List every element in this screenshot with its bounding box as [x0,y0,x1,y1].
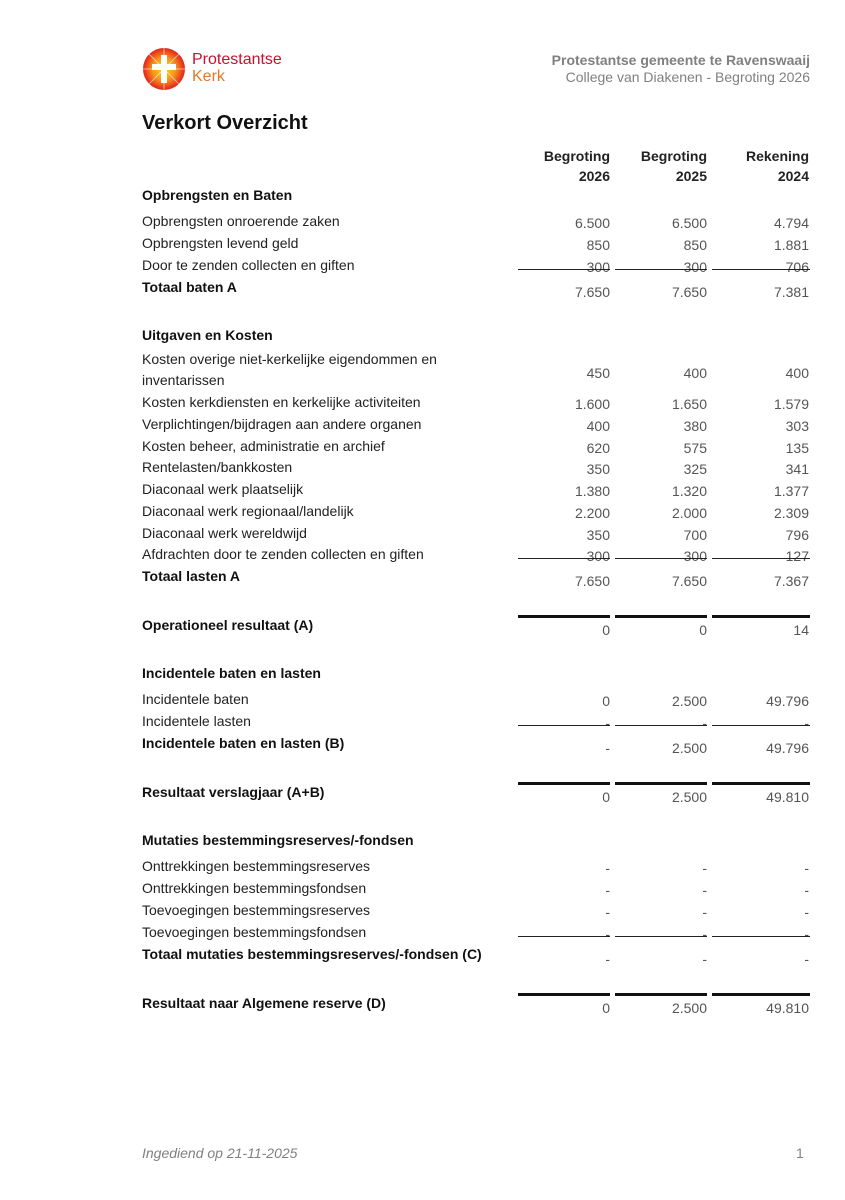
value-cell-col3: - [804,715,809,731]
column-header-year: 2024 [777,168,809,184]
row-label: Toevoegingen bestemmingsreserves [142,902,371,918]
logo-line1: Protestantse [192,51,282,68]
value-cell-col1: 0 [602,789,610,805]
value-cell-col3: 2.309 [773,505,809,521]
row-label: Totaal lasten A [142,568,241,584]
subtotal-rule [712,725,810,726]
result-rule [518,615,610,618]
protestantse-kerk-logo [142,47,302,95]
table-row [142,690,810,712]
section-heading [142,326,810,348]
value-cell-col1: - [605,882,610,898]
table-row [142,234,810,256]
column-header-year: 2025 [675,168,707,184]
value-cell-col1: 0 [602,622,610,638]
page-number: 1 [796,1145,804,1161]
subtotal-rule [518,269,610,270]
row-label: Opbrengsten levend geld [142,235,299,251]
table-row [142,545,810,567]
column-header-title: Rekening [745,148,809,164]
value-cell-col3: 7.381 [773,284,809,300]
row-label: Door te zenden collecten en giften [142,257,355,273]
table-row [142,901,810,923]
subtotal-rule [518,936,610,937]
value-cell-col1: 1.600 [574,396,610,412]
value-cell-col3: 127 [785,548,809,564]
column-header-1 [544,146,610,186]
value-cell-col1: 1.380 [574,483,610,499]
result-rule [712,782,810,785]
total-row [142,567,810,589]
row-label: Totaal baten A [142,279,237,295]
table-row [142,524,810,546]
value-cell-col2: 7.650 [671,573,707,589]
row-label: Afdrachten door te zenden collecten en giften [142,546,424,562]
value-cell-col3: - [804,951,809,967]
result-rule [615,782,707,785]
value-cell-col1: 350 [586,527,610,543]
value-cell-col2: 2.500 [671,789,707,805]
result-row [142,783,810,805]
value-cell-col2: 2.500 [671,693,707,709]
value-cell-col1: 400 [586,418,610,434]
value-cell-col3: 14 [793,622,809,638]
table-row [142,437,810,459]
value-cell-col2: - [702,715,707,731]
total-row [142,278,810,300]
value-cell-col1: 300 [586,548,610,564]
value-cell-col1: 450 [586,365,610,381]
row-label: Resultaat verslagjaar (A+B) [142,784,325,800]
column-header-2 [641,146,707,186]
table-row [142,923,810,945]
organization-name: Protestantse gemeente te Ravenswaaij [551,52,810,68]
value-cell-col3: - [804,860,809,876]
total-row [142,734,810,756]
section-heading [142,831,810,853]
table-row [142,857,810,879]
row-label: Diaconaal werk wereldwijd [142,525,307,541]
document-subtitle: College van Diakenen - Begroting 2026 [565,69,810,85]
subtotal-rule [518,558,610,559]
column-header-year: 2026 [578,168,610,184]
value-cell-col2: - [702,926,707,942]
value-cell-col2: 0 [699,622,707,638]
value-cell-col1: - [605,860,610,876]
value-cell-col2: - [702,860,707,876]
value-cell-col1: 6.500 [574,215,610,231]
value-cell-col3: 706 [785,259,809,275]
value-cell-col1: 2.200 [574,505,610,521]
value-cell-col2: 575 [683,440,707,456]
value-cell-col3: 1.881 [773,237,809,253]
value-cell-col1: 7.650 [574,284,610,300]
row-label: Toevoegingen bestemmingsfondsen [142,924,367,940]
value-cell-col3: 341 [785,461,809,477]
result-row [142,994,810,1016]
subtotal-rule [712,269,810,270]
value-cell-col1: 350 [586,461,610,477]
value-cell-col3: 49.796 [766,693,809,709]
value-cell-col1: 620 [586,440,610,456]
value-cell-col2: 1.320 [671,483,707,499]
subtotal-rule [712,936,810,937]
value-cell-col1: 850 [586,237,610,253]
value-cell-col2: 380 [683,418,707,434]
value-cell-col2: 2.500 [671,740,707,756]
value-cell-col1: - [605,951,610,967]
row-label: Rentelasten/bankkosten [142,459,293,475]
row-label: Kosten kerkdiensten en kerkelijke activiteiten [142,394,421,410]
row-label: Operationeel resultaat (A) [142,617,314,633]
subtotal-rule [615,269,707,270]
value-cell-col1: - [605,715,610,731]
result-row [142,616,810,638]
subtotal-rule [615,936,707,937]
row-label: Resultaat naar Algemene reserve (D) [142,995,386,1011]
section-heading [142,186,810,208]
value-cell-col1: 300 [586,259,610,275]
document-header [552,52,810,86]
row-label: Kosten beheer, administratie en archief [142,438,385,454]
value-cell-col2: - [702,904,707,920]
row-label: Totaal mutaties bestemmingsreserves/-fondsen (C) [142,946,482,962]
value-cell-col2: - [702,951,707,967]
row-label: Onttrekkingen bestemmingsreserves [142,858,370,874]
table-row [142,480,810,502]
table-row [142,712,810,734]
value-cell-col3: - [804,926,809,942]
row-label: Incidentele lasten [142,713,251,729]
value-cell-col2: 2.500 [671,1000,707,1016]
result-rule [712,615,810,618]
result-rule [518,993,610,996]
value-cell-col1: - [605,926,610,942]
page-title: Verkort Overzicht [142,112,308,134]
value-cell-col2: 1.650 [671,396,707,412]
value-cell-col3: 303 [785,418,809,434]
subtotal-rule [518,725,610,726]
column-header-3 [746,146,809,186]
subtotal-rule [615,725,707,726]
value-cell-col1: 0 [602,1000,610,1016]
value-cell-col2: - [702,882,707,898]
row-label: Opbrengsten en Baten [142,187,293,203]
row-label: Onttrekkingen bestemmingsfondsen [142,880,367,896]
value-cell-col3: 7.367 [773,573,809,589]
row-label: Incidentele baten en lasten (B) [142,735,345,751]
value-cell-col3: 49.796 [766,740,809,756]
table-row [142,415,810,437]
row-label: Diaconaal werk plaatselijk [142,481,304,497]
value-cell-col2: 850 [683,237,707,253]
total-row [142,945,810,967]
row-label: Mutaties bestemmingsreserves/-fondsen [142,832,414,848]
value-cell-col2: 700 [683,527,707,543]
section-heading [142,664,810,686]
table-row [142,212,810,234]
value-cell-col2: 2.000 [671,505,707,521]
table-row [142,458,810,480]
row-label: Uitgaven en Kosten [142,327,273,343]
subtotal-rule [615,558,707,559]
row-label: Incidentele baten en lasten [142,665,321,681]
value-cell-col2: 300 [683,259,707,275]
value-cell-col2: 6.500 [671,215,707,231]
result-rule [518,782,610,785]
value-cell-col3: - [804,882,809,898]
value-cell-col2: 300 [683,548,707,564]
table-row [142,393,810,415]
row-label: Incidentele baten [142,691,249,707]
value-cell-col3: 49.810 [766,789,809,805]
cross-sun-icon [142,47,186,91]
result-rule [615,615,707,618]
row-label: Opbrengsten onroerende zaken [142,213,340,229]
value-cell-col1: 0 [602,693,610,709]
row-label: Diaconaal werk regionaal/landelijk [142,503,354,519]
table-row [142,879,810,901]
result-rule [712,993,810,996]
logo-line2: Kerk [192,68,225,85]
value-cell-col3: - [804,904,809,920]
value-cell-col3: 1.377 [773,483,809,499]
submitted-date: Ingediend op 21-11-2025 [142,1145,298,1161]
value-cell-col1: - [605,740,610,756]
table-row [142,350,810,390]
value-cell-col2: 325 [683,461,707,477]
table-row [142,256,810,278]
value-cell-col1: - [605,904,610,920]
value-cell-col3: 49.810 [766,1000,809,1016]
row-label: Verplichtingen/bijdragen aan andere organen [142,416,422,432]
value-cell-col2: 7.650 [671,284,707,300]
value-cell-col3: 796 [785,527,809,543]
subtotal-rule [712,558,810,559]
table-row [142,502,810,524]
row-label: Kosten overige niet-kerkelijke eigendommen en inventarissen [142,351,437,388]
logo-text [192,51,282,85]
result-rule [615,993,707,996]
column-header-title: Begroting [543,148,610,164]
value-cell-col3: 1.579 [773,396,809,412]
value-cell-col1: 7.650 [574,573,610,589]
value-cell-col3: 135 [785,440,809,456]
value-cell-col2: 400 [683,365,707,381]
value-cell-col3: 400 [785,365,809,381]
column-header-title: Begroting [640,148,707,164]
value-cell-col3: 4.794 [773,215,809,231]
